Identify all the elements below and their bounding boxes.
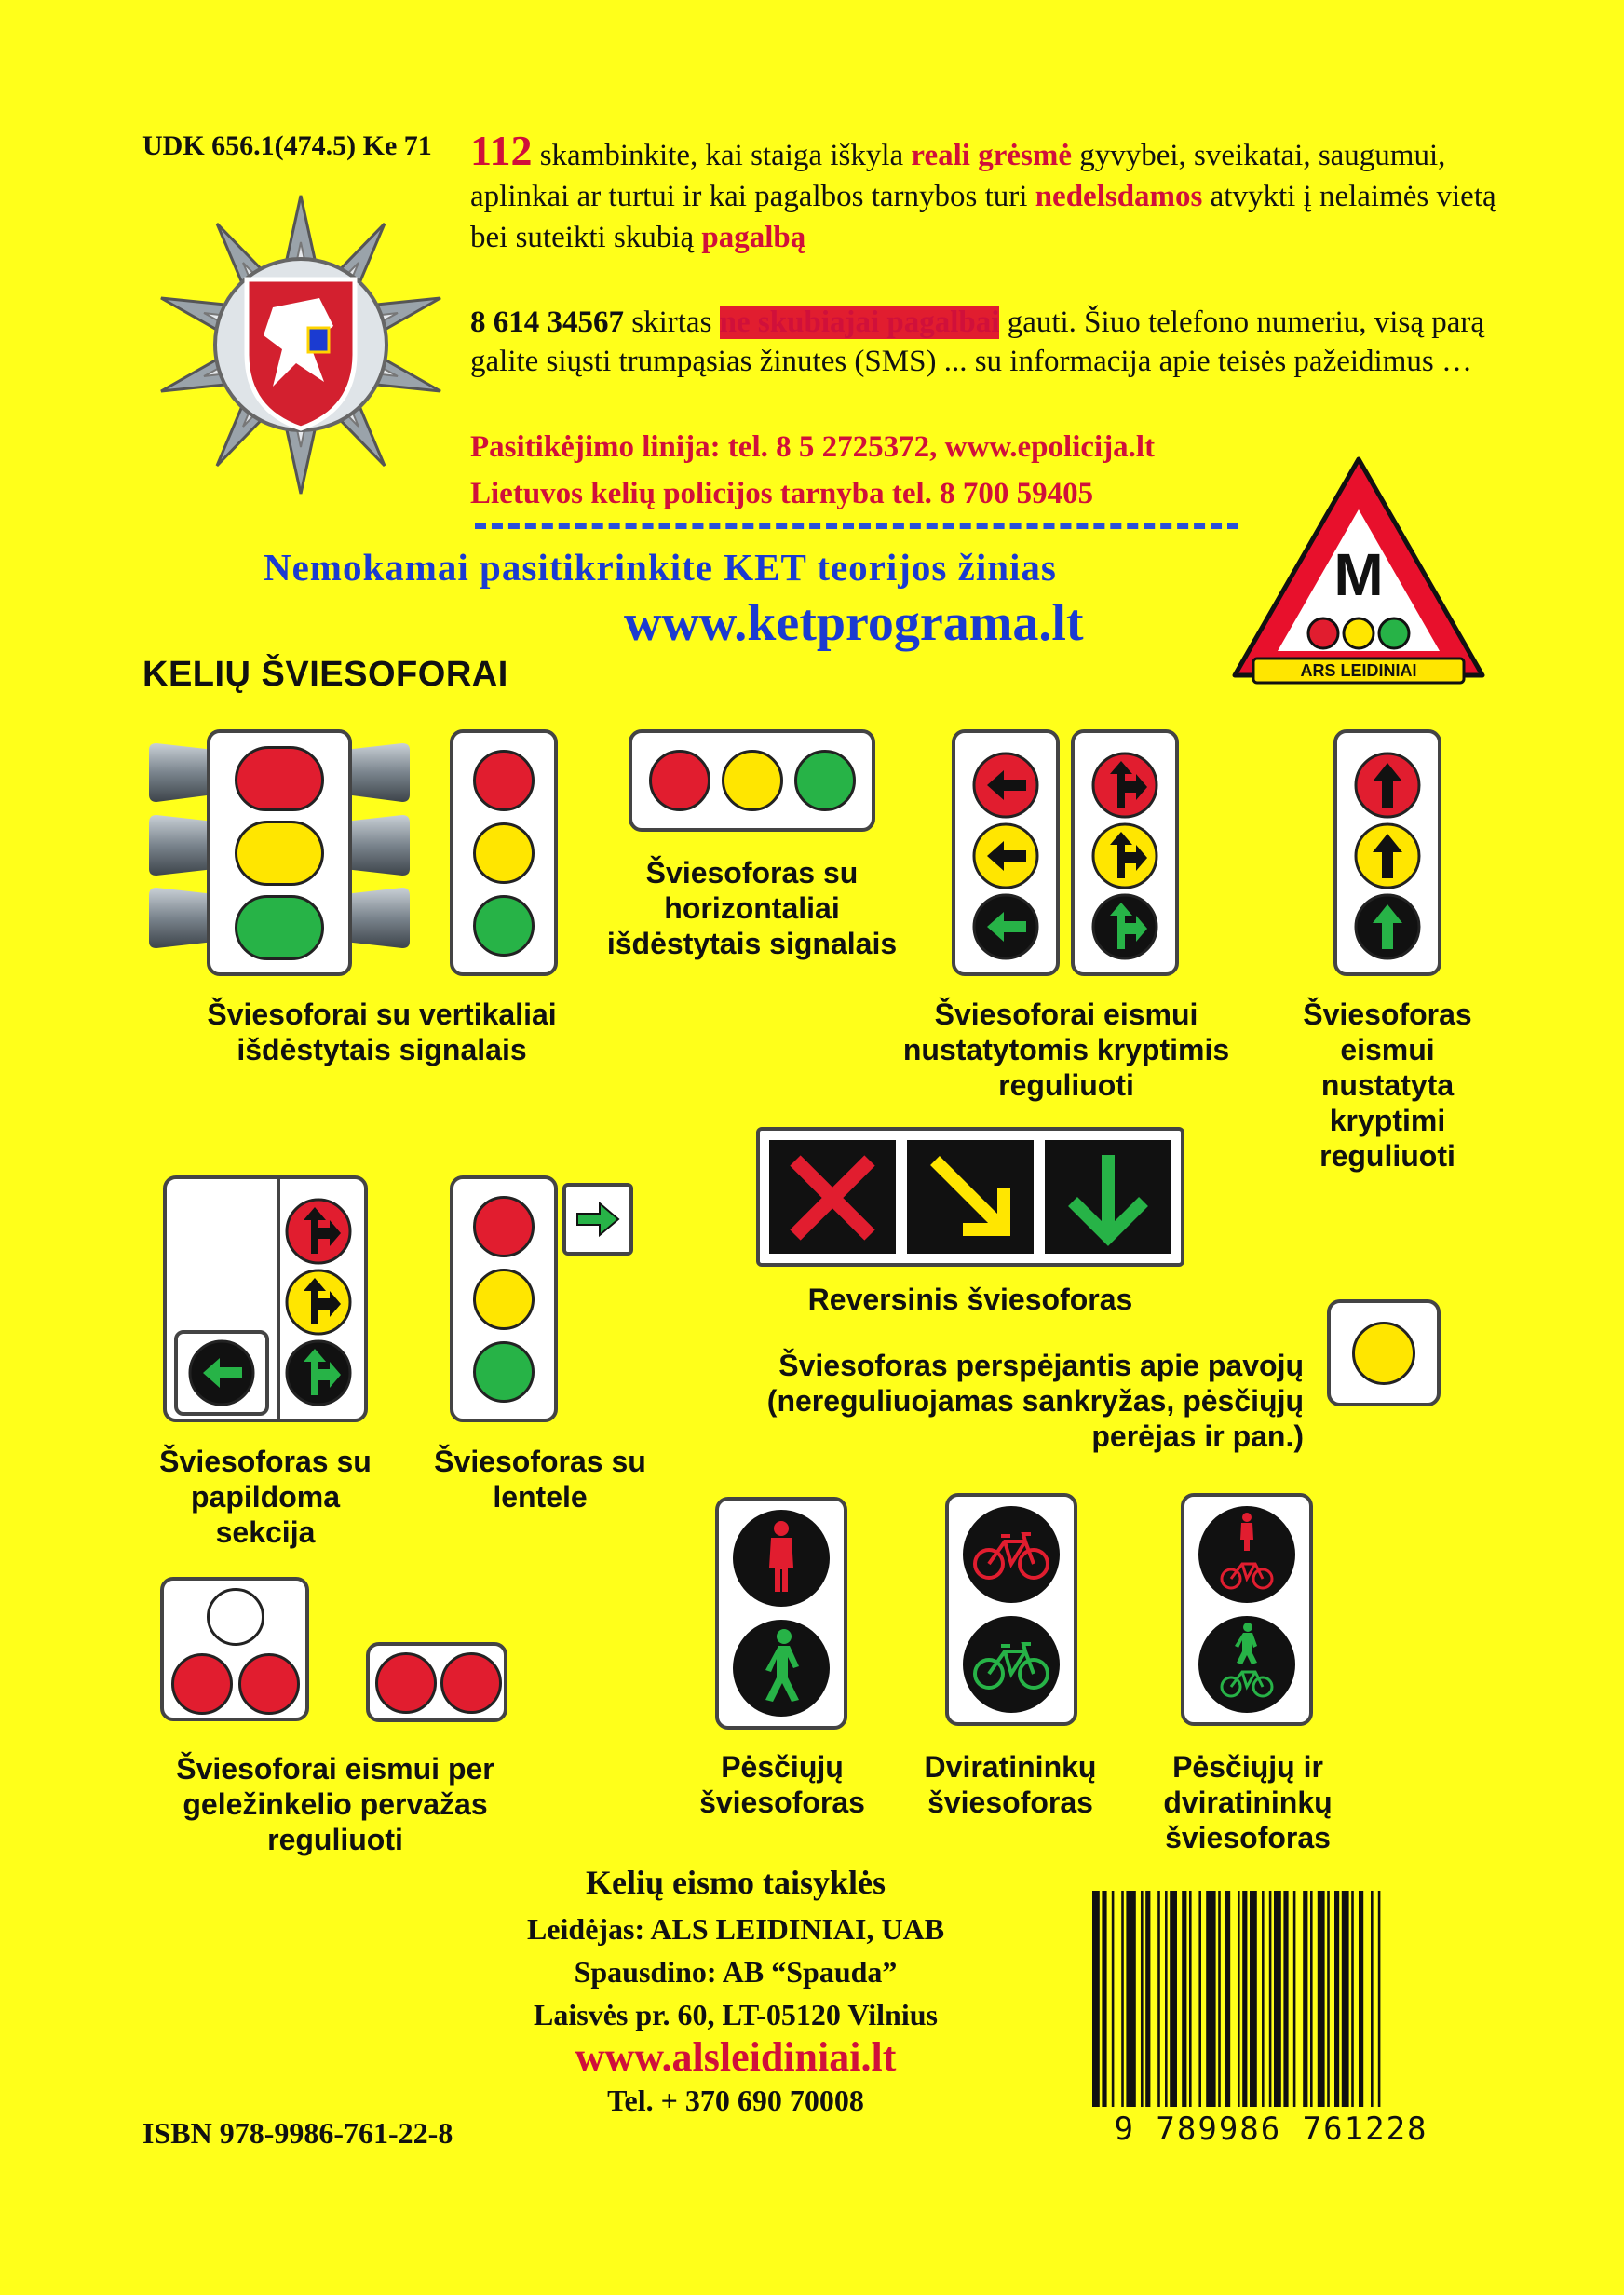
barcode-icon: [1085, 1887, 1457, 2120]
ketprograma-link[interactable]: www.ketprograma.lt: [624, 594, 1084, 652]
pedestrian-traffic-light: [715, 1497, 847, 1730]
reversible-traffic-light: [756, 1127, 1184, 1267]
traffic-light-arrow-up: [1333, 729, 1441, 976]
barcode: [1085, 1887, 1457, 2148]
check-knowledge-text: Nemokamai pasitikrinkite KET teorijos žinias: [264, 546, 1057, 589]
railway-traffic-light-with-white: [160, 1577, 309, 1721]
udk-code: UDK 656.1(474.5) Ke 71: [142, 130, 432, 161]
traffic-light-arrows-left: [952, 729, 1060, 976]
section-title: KELIŲ ŠVIESOFORAI: [142, 655, 508, 694]
emergency-text: [470, 127, 1513, 258]
emergency-text-part: atvykti į nelaimės vietą bei suteikti skubią: [470, 180, 1496, 254]
traffic-light-vertical: [450, 729, 558, 976]
caption-railway: Šviesoforai eismui per geležinkelio pervažas reguliuoti: [176, 1752, 494, 1856]
traffic-light-vertical-wings: [149, 729, 410, 976]
green-arrow-plate-icon: [562, 1183, 633, 1256]
barcode-number: 9 789986 761228: [1114, 2111, 1428, 2148]
traffic-light-additional-section: [163, 1175, 368, 1422]
nonurgent-number: 8 614 34567: [470, 306, 624, 339]
emergency-highlight: pagalbą: [701, 221, 806, 254]
nonurgent-text: [470, 303, 1513, 381]
traffic-light-arrows-straight-right: [1071, 729, 1179, 976]
caption-pedestrian: Pėsčiųjų šviesoforas: [699, 1750, 865, 1819]
nonurgent-text-part: gauti. Šiuo telefono numeriu, visą parą galite siųsti trumpąsias žinutes (SMS) ... su informacija apie teisės pažeidimus …: [470, 306, 1484, 378]
left-arrow-signals-icon: [955, 733, 1056, 972]
pedestrian-bicycle-signals-icon: [1184, 1497, 1309, 1722]
nonurgent-text-part: skirtas: [624, 306, 720, 339]
logo-letter: M: [1333, 541, 1384, 608]
road-police-line: Lietuvos kelių policijos tarnyba tel. 8 700 59405: [470, 477, 1094, 510]
emergency-text-part: gyvybei, sveikatai, saugumui, aplinkai ar turtui ir kai pagalbos tarnybos turi: [470, 139, 1446, 213]
logo-text: ARS LEIDINIAI: [1300, 661, 1417, 680]
book-title: Kelių eismo taisyklės: [586, 1864, 886, 1901]
caption-plate: Šviesoforas su lentele: [434, 1445, 646, 1514]
caption-additional: Šviesoforas su papildoma sekcija: [159, 1445, 372, 1549]
dashed-divider: [475, 486, 1238, 529]
publisher-phone: Tel. + 370 690 70008: [607, 2084, 864, 2117]
publisher-website[interactable]: www.alsleidiniai.lt: [575, 2034, 897, 2080]
emergency-highlight: nedelsdamos: [1035, 180, 1203, 213]
printer: Spausdino: AB “Spauda”: [574, 1955, 898, 1989]
caption-ped-cyc: Pėsčiųjų ir dviratininkų šviesoforas: [1163, 1750, 1333, 1854]
caption-warning: Šviesoforas perspėjantis apie pavojų (nereguliuojamas sankryžas, pėsčiųjų perėjas ir pan.): [766, 1349, 1304, 1453]
caption-cyclist: Dviratininkų šviesoforas: [924, 1750, 1097, 1819]
caption-directions: Šviesoforai eismui nustatytomis kryptimis reguliuoti: [902, 998, 1230, 1102]
caption-reverse: Reversinis šviesoforas: [807, 1283, 1133, 1316]
police-emblem-icon: [156, 191, 445, 498]
cyclist-traffic-light: [945, 1493, 1077, 1726]
caption-direction: Šviesoforas eismui nustatyta kryptimi reguliuoti: [1303, 998, 1472, 1173]
emergency-text-part: skambinkite, kai staiga iškyla: [532, 139, 912, 172]
railway-traffic-light: [366, 1642, 508, 1722]
caption-horizontal: Šviesoforas su horizontaliai išdėstytais signalais: [606, 856, 898, 960]
pedestrian-signals-icon: [719, 1501, 844, 1726]
emergency-number: 112: [470, 127, 533, 174]
straight-right-arrow-signals-icon: [1075, 733, 1175, 972]
trust-line: Pasitikėjimo linija: tel. 8 5 2725372, www.epolicija.lt: [470, 430, 1156, 464]
pedestrian-cyclist-traffic-light: [1181, 1493, 1313, 1726]
up-arrow-signals-icon: [1337, 733, 1438, 972]
ars-leidiniai-logo: [1227, 452, 1490, 689]
isbn: ISBN 978-9986-761-22-8: [142, 2116, 453, 2150]
traffic-light-with-plate: [450, 1175, 558, 1422]
publisher: Leidėjas: ALS LEIDINIAI, UAB: [526, 1912, 945, 1946]
reversible-signals-icon: [760, 1131, 1181, 1263]
emergency-highlight: reali grėsmė: [911, 139, 1072, 172]
warning-traffic-light: [1327, 1299, 1441, 1406]
address: Laisvės pr. 60, LT-05120 Vilnius: [534, 1998, 938, 2031]
additional-section-signals-icon: [167, 1179, 364, 1419]
bicycle-signals-icon: [949, 1497, 1074, 1722]
nonurgent-highlight: ne skubiajai pagalbai: [719, 306, 1000, 339]
traffic-light-horizontal: [629, 729, 875, 832]
caption-vertical: Šviesoforai su vertikaliai išdėstytais signalais: [207, 998, 557, 1066]
